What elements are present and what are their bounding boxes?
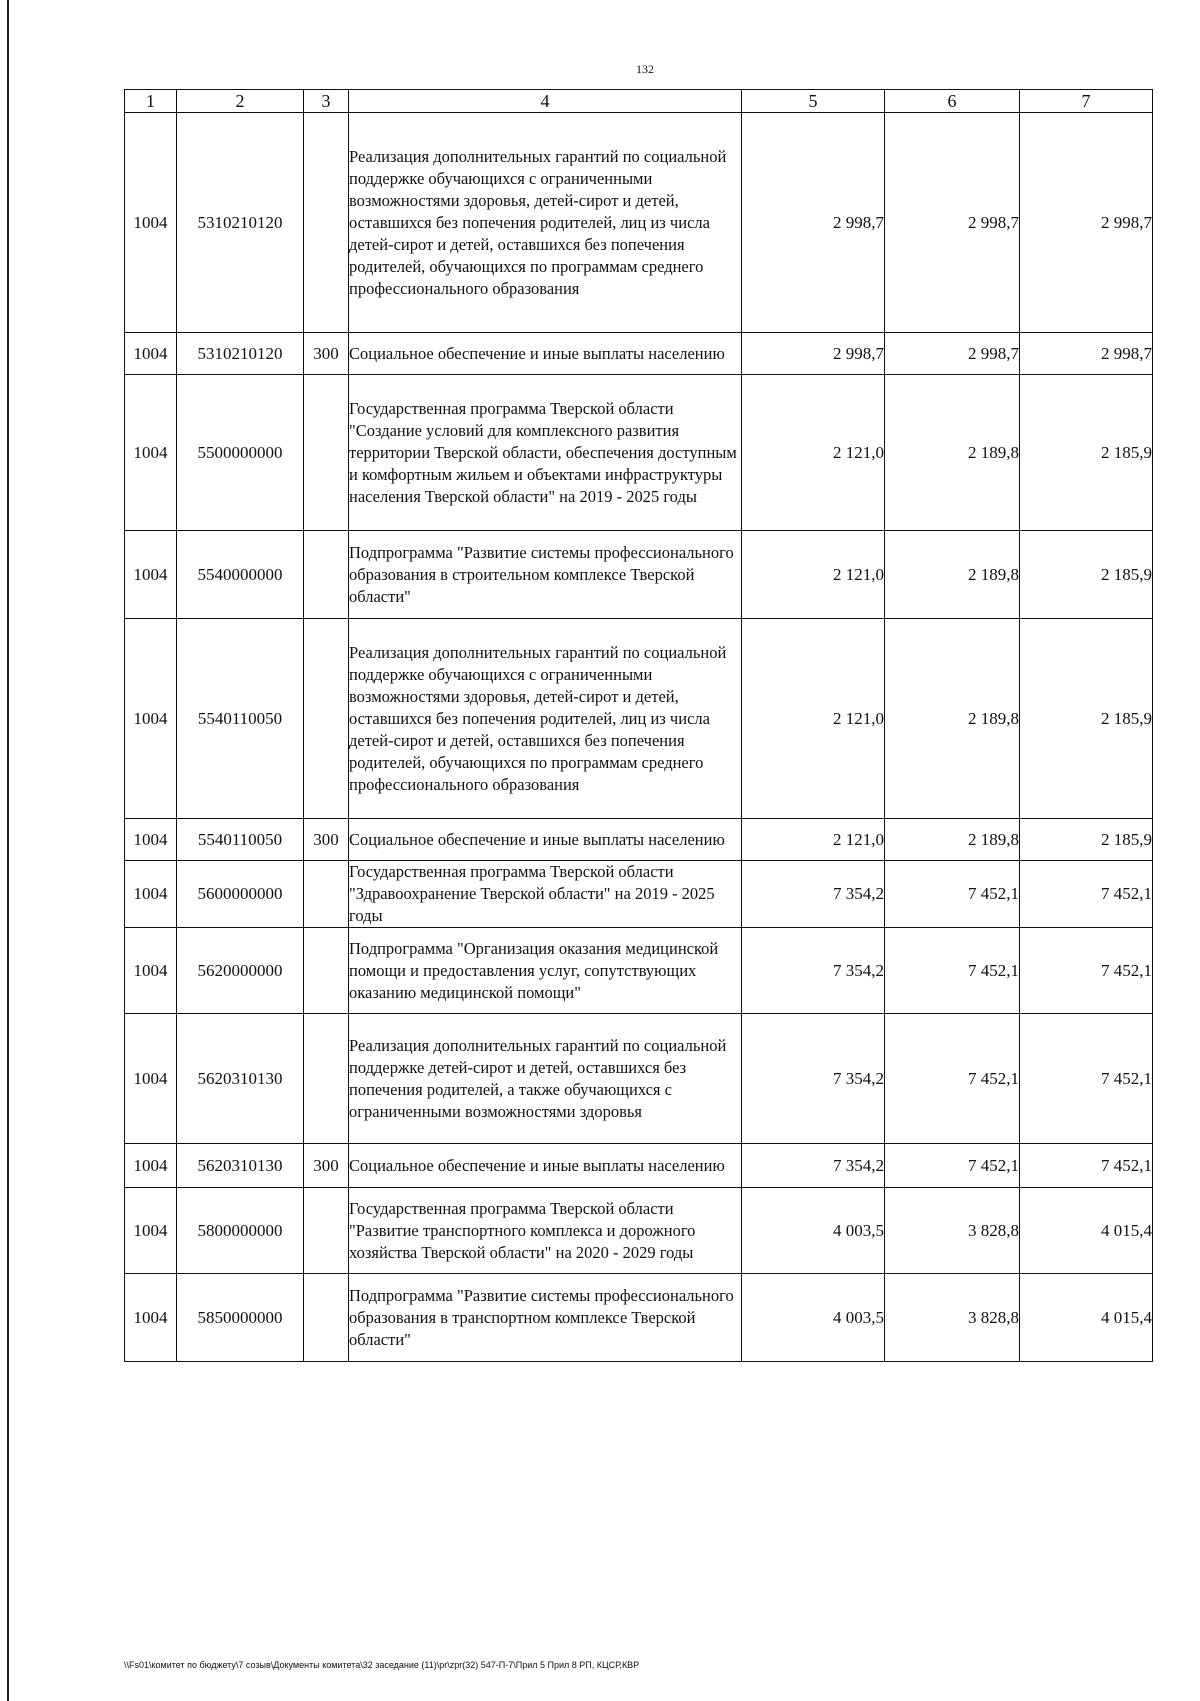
value-year-3: 2 185,9 bbox=[1020, 819, 1153, 861]
value-year-1: 7 354,2 bbox=[742, 1144, 885, 1188]
header-col-3: 3 bbox=[304, 90, 349, 113]
value-year-3: 2 185,9 bbox=[1020, 375, 1153, 531]
value-year-2: 7 452,1 bbox=[885, 861, 1020, 928]
value-year-2: 2 189,8 bbox=[885, 619, 1020, 819]
value-year-1: 2 121,0 bbox=[742, 531, 885, 619]
table-row bbox=[125, 333, 1153, 375]
item-name: Подпрограмма "Организация оказания медицинской помощи и предоставления услуг, сопутствующих оказанию медицинской помощи" bbox=[349, 928, 742, 1014]
value-year-3: 4 015,4 bbox=[1020, 1188, 1153, 1274]
code-expense-type: 300 bbox=[304, 1144, 349, 1188]
code-target: 5600000000 bbox=[177, 861, 304, 928]
code-expense-type bbox=[304, 928, 349, 1014]
code-target: 5540000000 bbox=[177, 531, 304, 619]
value-year-2: 7 452,1 bbox=[885, 1014, 1020, 1144]
code-section: 1004 bbox=[125, 1274, 177, 1362]
table-row bbox=[125, 819, 1153, 861]
value-year-3: 2 998,7 bbox=[1020, 113, 1153, 333]
code-target: 5800000000 bbox=[177, 1188, 304, 1274]
value-year-2: 2 189,8 bbox=[885, 531, 1020, 619]
header-col-1: 1 bbox=[125, 90, 177, 113]
value-year-1: 4 003,5 bbox=[742, 1188, 885, 1274]
code-target: 5620310130 bbox=[177, 1144, 304, 1188]
header-col-6: 6 bbox=[885, 90, 1020, 113]
table-row bbox=[125, 531, 1153, 619]
code-section: 1004 bbox=[125, 113, 177, 333]
value-year-3: 7 452,1 bbox=[1020, 1014, 1153, 1144]
table-row bbox=[125, 619, 1153, 819]
value-year-1: 2 121,0 bbox=[742, 375, 885, 531]
value-year-2: 3 828,8 bbox=[885, 1274, 1020, 1362]
value-year-2: 2 189,8 bbox=[885, 375, 1020, 531]
value-year-2: 7 452,1 bbox=[885, 928, 1020, 1014]
code-target: 5310210120 bbox=[177, 333, 304, 375]
value-year-1: 2 121,0 bbox=[742, 819, 885, 861]
item-name: Государственная программа Тверской области "Развитие транспортного комплекса и дорожного хозяйства Тверской области" на 2020 - 2029 годы bbox=[349, 1188, 742, 1274]
code-target: 5500000000 bbox=[177, 375, 304, 531]
code-target: 5310210120 bbox=[177, 113, 304, 333]
value-year-1: 4 003,5 bbox=[742, 1274, 885, 1362]
code-expense-type bbox=[304, 1188, 349, 1274]
code-target: 5540110050 bbox=[177, 619, 304, 819]
value-year-2: 3 828,8 bbox=[885, 1188, 1020, 1274]
code-section: 1004 bbox=[125, 333, 177, 375]
header-col-5: 5 bbox=[742, 90, 885, 113]
page-number: 132 bbox=[636, 62, 654, 76]
table-row bbox=[125, 113, 1153, 333]
code-expense-type bbox=[304, 619, 349, 819]
code-section: 1004 bbox=[125, 928, 177, 1014]
header-col-2: 2 bbox=[177, 90, 304, 113]
table-row bbox=[125, 928, 1153, 1014]
header-col-7: 7 bbox=[1020, 90, 1153, 113]
value-year-1: 7 354,2 bbox=[742, 928, 885, 1014]
value-year-2: 2 998,7 bbox=[885, 113, 1020, 333]
table-row bbox=[125, 1274, 1153, 1362]
table-body bbox=[125, 113, 1153, 1362]
value-year-3: 2 185,9 bbox=[1020, 619, 1153, 819]
table-row bbox=[125, 1014, 1153, 1144]
item-name: Подпрограмма "Развитие системы профессионального образования в транспортном комплексе Тверской области" bbox=[349, 1274, 742, 1362]
item-name: Государственная программа Тверской области "Здравоохранение Тверской области" на 2019 - 2025 годы bbox=[349, 861, 742, 928]
code-target: 5850000000 bbox=[177, 1274, 304, 1362]
code-target: 5540110050 bbox=[177, 819, 304, 861]
code-expense-type: 300 bbox=[304, 819, 349, 861]
value-year-3: 7 452,1 bbox=[1020, 1144, 1153, 1188]
value-year-3: 2 998,7 bbox=[1020, 333, 1153, 375]
item-name: Социальное обеспечение и иные выплаты населению bbox=[349, 819, 742, 861]
header-col-4: 4 bbox=[349, 90, 742, 113]
table-row bbox=[125, 861, 1153, 928]
table-row bbox=[125, 1188, 1153, 1274]
value-year-3: 2 185,9 bbox=[1020, 531, 1153, 619]
code-expense-type bbox=[304, 1014, 349, 1144]
code-section: 1004 bbox=[125, 531, 177, 619]
value-year-2: 7 452,1 bbox=[885, 1144, 1020, 1188]
code-section: 1004 bbox=[125, 819, 177, 861]
code-expense-type bbox=[304, 531, 349, 619]
code-expense-type: 300 bbox=[304, 333, 349, 375]
value-year-1: 2 121,0 bbox=[742, 619, 885, 819]
item-name: Государственная программа Тверской области "Создание условий для комплексного развития территории Тверской области, обеспечения доступным и комфортным жильем и объектами инфраструктуры населения Тверской области" на 2019 - 2025 годы bbox=[349, 375, 742, 531]
item-name: Реализация дополнительных гарантий по социальной поддержке обучающихся с ограниченными возможностями здоровья, детей-сирот и детей, оставшихся без попечения родителей, лиц из числа детей-сирот и детей, оставшихся без попечения родителей, обучающихся по программам среднего профессионального образования bbox=[349, 619, 742, 819]
value-year-1: 2 998,7 bbox=[742, 113, 885, 333]
code-expense-type bbox=[304, 375, 349, 531]
value-year-3: 4 015,4 bbox=[1020, 1274, 1153, 1362]
code-expense-type bbox=[304, 1274, 349, 1362]
code-section: 1004 bbox=[125, 1144, 177, 1188]
footer-file-path: \\Fs01\комитет по бюджету\7 созыв\Документы комитета\32 заседание (11)\pr\zpr(32) 547-П-7\Прил 5 Прил 8 РП, КЦСР,КВР bbox=[124, 1660, 640, 1670]
item-name: Социальное обеспечение и иные выплаты населению bbox=[349, 1144, 742, 1188]
value-year-2: 2 189,8 bbox=[885, 819, 1020, 861]
code-target: 5620310130 bbox=[177, 1014, 304, 1144]
item-name: Реализация дополнительных гарантий по социальной поддержке детей-сирот и детей, оставшихся без попечения родителей, а также обучающихся с ограниченными возможностями здоровья bbox=[349, 1014, 742, 1144]
item-name: Реализация дополнительных гарантий по социальной поддержке обучающихся с ограниченными возможностями здоровья, детей-сирот и детей, оставшихся без попечения родителей, лиц из числа детей-сирот и детей, оставшихся без попечения родителей, обучающихся по программам среднего профессионального образования bbox=[349, 113, 742, 333]
code-section: 1004 bbox=[125, 1014, 177, 1144]
code-expense-type bbox=[304, 861, 349, 928]
code-section: 1004 bbox=[125, 861, 177, 928]
value-year-1: 7 354,2 bbox=[742, 1014, 885, 1144]
budget-table bbox=[124, 89, 1153, 1362]
value-year-3: 7 452,1 bbox=[1020, 861, 1153, 928]
code-section: 1004 bbox=[125, 375, 177, 531]
value-year-1: 7 354,2 bbox=[742, 861, 885, 928]
code-section: 1004 bbox=[125, 619, 177, 819]
code-section: 1004 bbox=[125, 1188, 177, 1274]
table-row bbox=[125, 1144, 1153, 1188]
item-name: Социальное обеспечение и иные выплаты населению bbox=[349, 333, 742, 375]
code-expense-type bbox=[304, 113, 349, 333]
item-name: Подпрограмма "Развитие системы профессионального образования в строительном комплексе Тверской области" bbox=[349, 531, 742, 619]
left-margin-rule bbox=[7, 0, 9, 1701]
code-target: 5620000000 bbox=[177, 928, 304, 1014]
table-row bbox=[125, 375, 1153, 531]
table-header-row bbox=[125, 90, 1153, 113]
value-year-3: 7 452,1 bbox=[1020, 928, 1153, 1014]
value-year-2: 2 998,7 bbox=[885, 333, 1020, 375]
value-year-1: 2 998,7 bbox=[742, 333, 885, 375]
